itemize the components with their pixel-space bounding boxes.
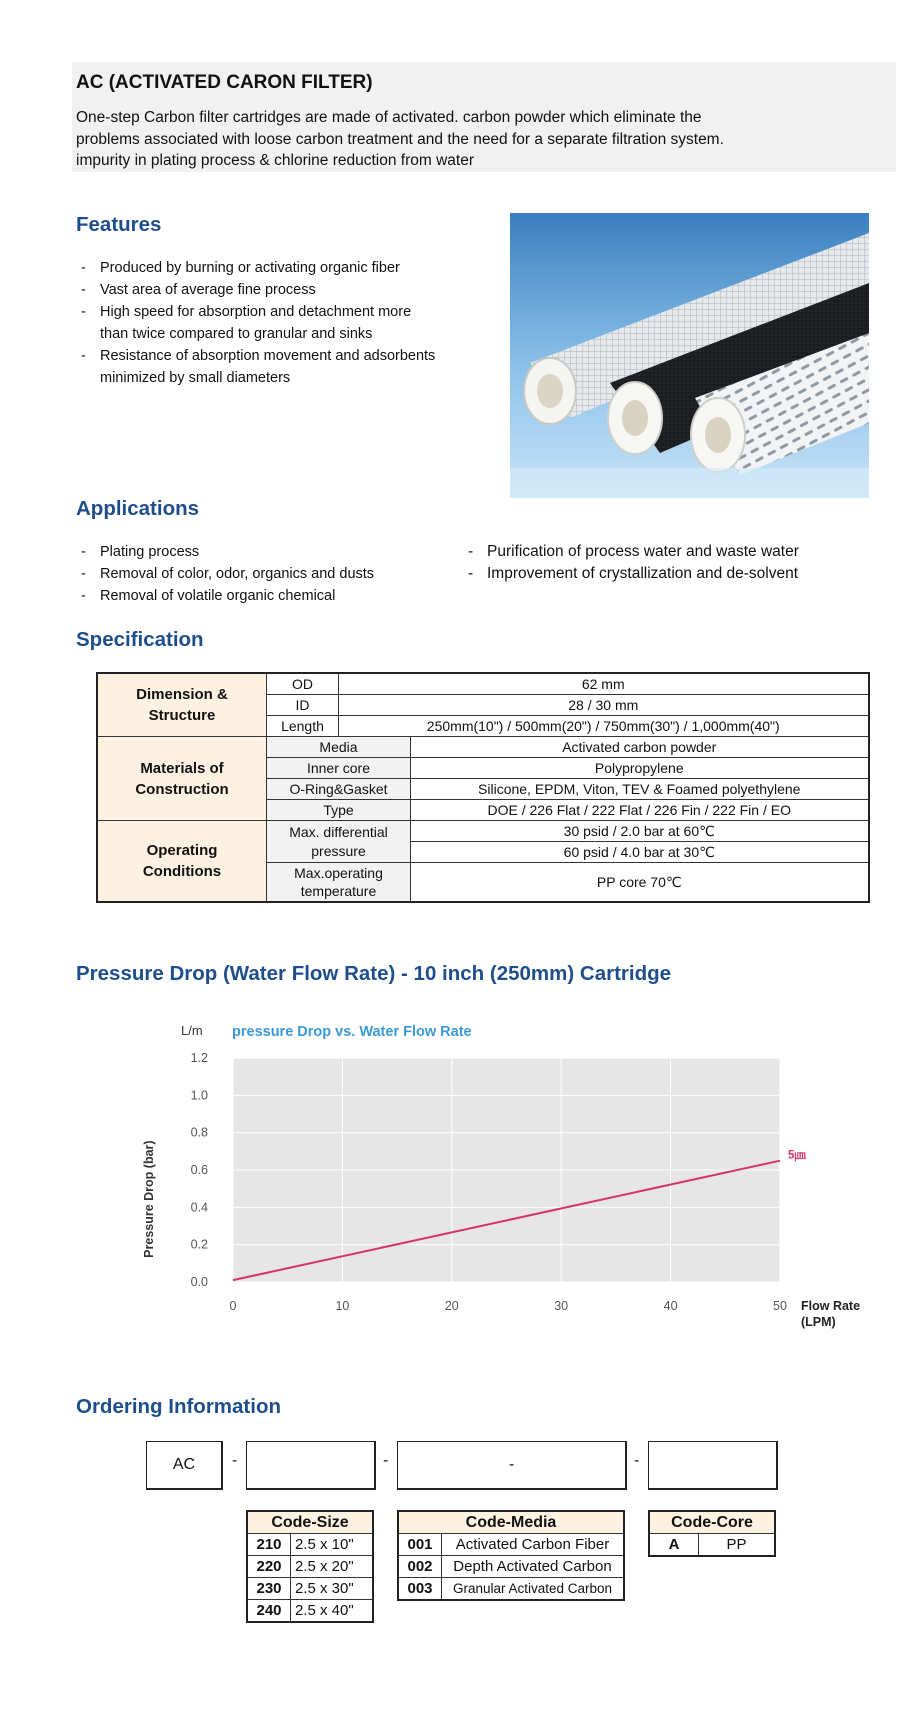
code-core-value: PP <box>699 1534 776 1557</box>
spec-label-max-temperature: Max.operating temperature <box>267 863 411 903</box>
order-dash: - <box>634 1452 640 1469</box>
order-core-box[interactable] <box>648 1441 778 1490</box>
code-core-header: Code-Core <box>649 1511 775 1534</box>
order-dash: - <box>383 1452 389 1469</box>
spec-category-materials: Materials of Construction <box>97 737 267 821</box>
code-size-value: 2.5 x 40" <box>291 1600 374 1623</box>
spec-value-od: 62 mm <box>339 673 869 695</box>
feature-item: - Vast area of average fine process <box>76 279 435 301</box>
spec-label-oring: O-Ring&Gasket <box>267 779 411 800</box>
application-item: - Removal of volatile organic chemical <box>76 585 374 607</box>
x-tick-label: 40 <box>663 1299 678 1313</box>
application-item: - Plating process <box>76 541 374 563</box>
features-list <box>76 257 435 389</box>
code-core-code: A <box>649 1534 699 1557</box>
spec-label-length: Length <box>267 716 339 737</box>
applications-list-left <box>76 541 374 607</box>
code-size-value: 2.5 x 20" <box>291 1556 374 1578</box>
x-tick-label: 50 <box>773 1299 787 1313</box>
x-tick-label: 20 <box>444 1299 459 1313</box>
spec-value-temperature: PP core 70℃ <box>411 863 869 903</box>
specification-table <box>96 672 870 903</box>
application-item: - Removal of color, odor, organics and dusts <box>76 563 374 585</box>
application-item: - Improvement of crystallization and de-solvent <box>463 563 799 585</box>
code-media-value: Depth Activated Carbon <box>442 1556 625 1578</box>
code-media-table <box>397 1510 625 1601</box>
code-media-code: 003 <box>398 1578 442 1601</box>
code-media-code: 002 <box>398 1556 442 1578</box>
page-title: AC (ACTIVATED CARON FILTER) <box>76 72 373 93</box>
x-tick-label: 10 <box>335 1299 350 1313</box>
application-item: - Purification of process water and waste water <box>463 541 799 563</box>
y-tick-label: 0.2 <box>190 1237 208 1252</box>
spec-label-inner-core: Inner core <box>267 758 411 779</box>
chart-unit-label: L/m <box>181 1023 203 1038</box>
pressure-drop-heading: Pressure Drop (Water Flow Rate) - 10 inch (250mm) Cartridge <box>76 962 672 985</box>
code-media-value: Granular Activated Carbon <box>442 1578 625 1601</box>
code-size-code: 210 <box>247 1534 291 1556</box>
features-heading: Features <box>76 213 162 236</box>
spec-label-id: ID <box>267 695 339 716</box>
chart-y-axis-label: Pressure Drop (bar) <box>142 1140 156 1258</box>
x-tick-label: 0 <box>229 1299 237 1313</box>
order-size-box[interactable] <box>246 1441 376 1490</box>
series-label: 5㎛ <box>788 1149 806 1162</box>
chart-title: pressure Drop vs. Water Flow Rate <box>232 1024 472 1040</box>
spec-value-differential-60: 30 psid / 2.0 bar at 60℃ <box>411 821 869 842</box>
chart-x-axis-unit: (LPM) <box>801 1315 836 1329</box>
y-tick-label: 0.6 <box>190 1163 208 1177</box>
ordering-heading: Ordering Information <box>76 1395 281 1418</box>
code-size-table <box>246 1510 374 1623</box>
order-dash: - <box>232 1452 238 1469</box>
spec-label-type: Type <box>267 800 411 821</box>
y-tick-label: 1.2 <box>190 1051 208 1065</box>
spec-value-id: 28 / 30 mm <box>339 695 869 716</box>
filter-cartridges-photo <box>510 213 869 498</box>
feature-item: - High speed for absorption and detachment more <box>76 301 435 323</box>
spec-label-od: OD <box>267 673 339 695</box>
y-tick-label: 0.0 <box>190 1275 208 1289</box>
spec-value-oring: Silicone, EPDM, Viton, TEV & Foamed polyethylene <box>411 779 869 800</box>
spec-value-inner-core: Polypropylene <box>411 758 869 779</box>
feature-item-continued: than twice compared to granular and sinks <box>100 326 373 342</box>
intro-line: One-step Carbon filter cartridges are made of activated. carbon powder which eliminate the <box>76 109 702 126</box>
spec-category-operating: Operating Conditions <box>97 821 267 903</box>
code-media-header: Code-Media <box>398 1511 624 1534</box>
applications-list-right <box>463 541 799 585</box>
code-core-table <box>648 1510 776 1557</box>
y-tick-label: 0.4 <box>190 1200 208 1215</box>
pressure-drop-chart <box>130 1015 870 1345</box>
y-tick-label: 1.0 <box>190 1088 208 1103</box>
code-media-value: Activated Carbon Fiber <box>442 1534 625 1556</box>
code-size-value: 2.5 x 30" <box>291 1578 374 1600</box>
spec-label-max-differential: Max. differential pressure <box>267 821 411 863</box>
intro-line: impurity in plating process & chlorine reduction from water <box>76 152 475 169</box>
feature-item: - Produced by burning or activating organic fiber <box>76 257 435 279</box>
code-size-value: 2.5 x 10" <box>291 1534 374 1556</box>
feature-item: - Resistance of absorption movement and adsorbents <box>76 345 435 367</box>
spec-label-media: Media <box>267 737 411 758</box>
feature-item-continued: minimized by small diameters <box>100 370 291 386</box>
spec-value-type: DOE / 226 Flat / 222 Flat / 226 Fin / 222 Fin / EO <box>411 800 869 821</box>
order-prefix-box: AC <box>146 1441 223 1490</box>
y-tick-label: 0.8 <box>190 1125 208 1140</box>
intro-line: problems associated with loose carbon treatment and the need for a separate filtration system. <box>76 130 724 148</box>
order-media-box[interactable]: - <box>397 1441 627 1490</box>
spec-value-differential-30: 60 psid / 4.0 bar at 30℃ <box>411 842 869 863</box>
chart-x-axis-label: Flow Rate <box>801 1299 861 1313</box>
spec-category-dimension: Dimension & Structure <box>97 673 267 737</box>
code-size-header: Code-Size <box>247 1511 373 1534</box>
spec-value-media: Activated carbon powder <box>411 737 869 758</box>
code-size-code: 220 <box>247 1556 291 1578</box>
code-size-code: 240 <box>247 1600 291 1623</box>
applications-heading: Applications <box>76 497 200 520</box>
intro-description <box>76 107 876 172</box>
specification-heading: Specification <box>76 628 204 651</box>
x-tick-label: 30 <box>554 1299 569 1313</box>
spec-value-length: 250mm(10") / 500mm(20") / 750mm(30") / 1,000mm(40") <box>339 716 869 737</box>
code-media-code: 001 <box>398 1534 442 1556</box>
code-size-code: 230 <box>247 1578 291 1600</box>
